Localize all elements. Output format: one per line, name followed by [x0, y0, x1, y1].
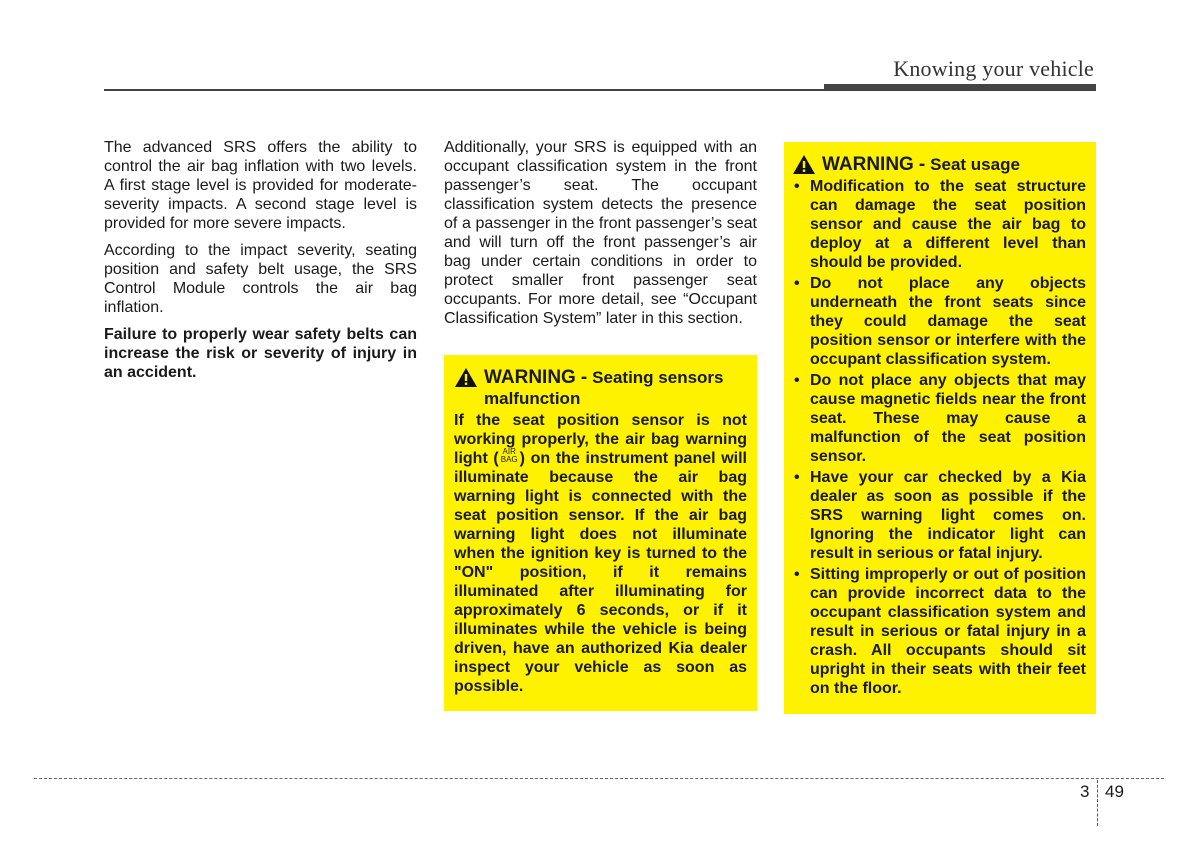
footer-divider — [34, 778, 1164, 779]
page-number-divider — [1097, 780, 1098, 826]
bullet-icon: • — [794, 275, 800, 292]
list-item-text: Do not place any objects underneath the front seats since they could damage the seat position sensor or interfere with the occupant classification system. — [810, 275, 1086, 368]
warning-triangle-icon — [792, 154, 816, 175]
airbag-icon-bottom: BAG — [500, 454, 518, 464]
list-item-text: Have your car checked by a Kia dealer as soon as possible if the SRS warning light comes on. Ignoring the indicator light can result in serious or fatal injury. — [810, 469, 1086, 562]
warning-word: WARNING — [484, 367, 576, 388]
page-header-title: Knowing your vehicle — [893, 56, 1094, 81]
air-bag-warning-icon — [501, 448, 518, 464]
warning-title — [454, 367, 747, 409]
warning-text-part: ) on the instrument panel will illuminate because the air bag warning light is connected with the seat position sensor. If the air bag warning light does not illuminate when the ignition key is turned to the "ON" position, if it remains illuminated after illuminating for approximately 6 seconds, or if it illuminates while the vehicle is being driven, have an authorized Kia dealer inspect your vehicle as soon as possible. — [454, 450, 748, 695]
bullet-icon: • — [794, 372, 800, 389]
bullet-icon: • — [794, 178, 800, 195]
list-item — [792, 565, 1086, 698]
header-rule-accent — [824, 84, 1096, 90]
bullet-icon: • — [794, 469, 800, 486]
warning-dash: - — [580, 367, 588, 388]
list-item — [792, 274, 1086, 369]
paragraph: According to the impact severity, seating position and safety belt usage, the SRS Control Module controls the air bag inflation. — [104, 242, 417, 316]
list-item — [792, 371, 1086, 466]
warning-text-part: If the seat position sensor is not working properly, the air bag warning light ( — [454, 412, 747, 467]
page-number: 49 — [1105, 782, 1124, 801]
chapter-number: 3 — [1080, 782, 1090, 801]
list-item-text: Do not place any objects that may cause magnetic fields near the front seat. These may cause a malfunction of the seat position sensor. — [810, 372, 1086, 465]
list-item-text: Modification to the seat structure can damage the seat position sensor and cause the air bag to deploy at a different level than should be provided. — [810, 178, 1086, 271]
warning-title — [792, 154, 1086, 175]
warning-box-seat-usage — [784, 142, 1096, 714]
warning-subtitle: Seating sensors malfunction — [484, 368, 724, 408]
left-column — [104, 138, 417, 390]
paragraph: Additionally, your SRS is equipped with an occupant classification system in the front passenger’s seat. The occupant classification system detects the presence of a passenger in the front passenger’s seat and will turn off the front passenger’s air bag under certain conditions in order to protect smaller front passenger seat occupants. For more detail, see “Occupant Classification System” later in this section. — [444, 139, 757, 327]
warning-dash: - — [918, 154, 926, 175]
airbag-icon-top: AIR — [502, 446, 516, 456]
middle-column — [444, 138, 757, 336]
warning-triangle-icon — [454, 367, 478, 388]
bullet-icon: • — [794, 566, 800, 583]
bold-paragraph: Failure to properly wear safety belts can increase the risk or severity of injury in an accident. — [104, 326, 417, 381]
list-item-text: Sitting improperly or out of position can provide incorrect data to the occupant classification system and result in serious or fatal injury in a crash. All occupants should sit upright in their seats with their feet on the floor. — [810, 566, 1086, 697]
warning-text — [454, 411, 747, 696]
list-item — [792, 177, 1086, 272]
warning-subtitle: Seat usage — [930, 155, 1020, 174]
paragraph: The advanced SRS offers the ability to control the air bag inflation with two levels. A first stage level is provided for moderate-severity impacts. A second stage level is provided for more severe impacts. — [104, 139, 417, 232]
warning-bullet-list — [792, 177, 1086, 698]
warning-word: WARNING — [822, 154, 914, 175]
list-item — [792, 468, 1086, 563]
warning-box-seating-sensors — [444, 355, 757, 711]
